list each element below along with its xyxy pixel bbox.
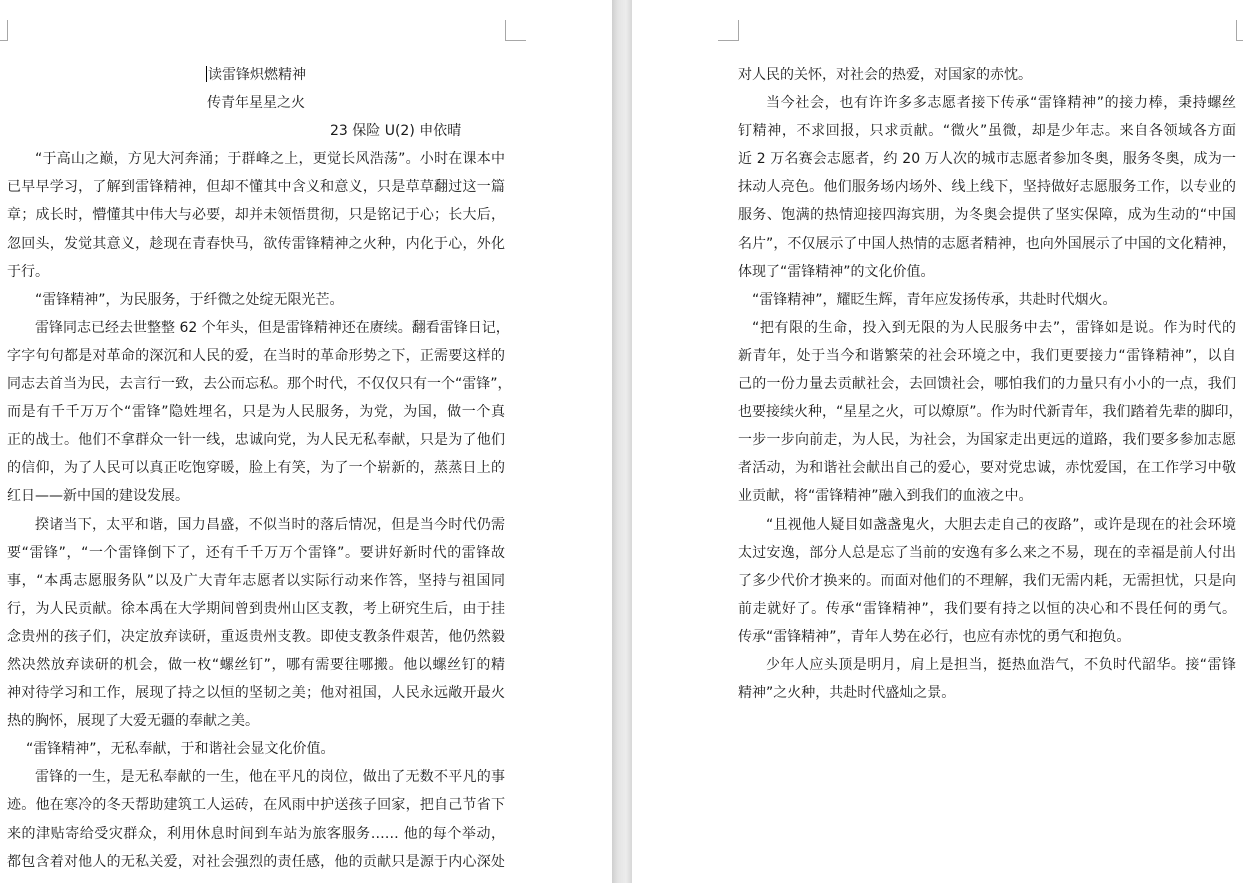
text-line: 章；成长时，懵懂其中伟大与必要，却并未领悟贯彻，只是铭记于心；长大后， <box>7 207 505 224</box>
document-author: 23 保险 U(2) 申依晴 <box>330 123 462 140</box>
text-line: 迹。他在寒冷的冬天帮助建筑工人运砖，在风雨中护送孩子回家，把自己节省下 <box>7 797 505 814</box>
text-line: 体现了“雷锋精神”的文化价值。 <box>738 263 935 280</box>
text-line: 热的胸怀，展现了大爱无疆的奉献之美。 <box>7 713 259 730</box>
margin-marker-top-left <box>718 20 739 41</box>
text-line: 一步一步向前走，为人民，为社会，为国家走出更远的道路，我们要多参加志愿 <box>738 432 1236 449</box>
text-line: 钉精神，不求回报，只求贡献。“微火”虽微，却是少年志。来自各领域各方面 <box>738 123 1236 140</box>
text-line: 字字句句都是对革命的深沉和人民的爱，在当时的革命形势之下，正需要这样的 <box>7 347 505 364</box>
text-line: 来的津贴寄给受灾群众，利用休息时间到车站为旅客服务…… 他的每个举动， <box>7 825 505 842</box>
text-line: 正的战士。他们不拿群众一针一线，忠诚向党，为人民无私奉献，只是为了他们 <box>7 432 505 449</box>
section-heading: “雷锋精神”，耀眨生辉，青年应发扬传承，共赴时代烟火。 <box>752 291 1117 308</box>
document-page-left[interactable] <box>0 0 612 883</box>
text-line: 抹动人亮色。他们服务场内场外、线上线下，坚持做好志愿服务工作，以专业的 <box>738 179 1236 196</box>
text-line: “把有限的生命，投入到无限的为人民服务中去”，雷锋如是说。作为时代的 <box>752 319 1236 336</box>
text-line: 新青年，处于当今和谐繁荣的社会环境之中，我们更要接力“雷锋精神”，以自 <box>738 347 1236 364</box>
text-line: 揆诸当下，太平和谐，国力昌盛，不似当时的落后情况，但是当今时代仍需 <box>35 516 505 533</box>
text-line: 于行。 <box>7 263 49 280</box>
text-line: 已早早学习，了解到雷锋精神，但却不懂其中含义和意义，只是草草翻过这一篇 <box>7 179 505 196</box>
text-line: 而是有千千万万个“雷锋”隐姓埋名，只是为人民服务，为党，为国，做一个真 <box>7 404 505 421</box>
text-line: 服务、饱满的热情迎接四海宾朋，为冬奥会提供了坚实保障，成为生动的“中国 <box>738 207 1236 224</box>
document-page-right[interactable] <box>632 0 1243 883</box>
text-line: 前走就好了。传承“雷锋精神”，我们要有持之以恒的决心和不畏任何的勇气。 <box>738 600 1236 617</box>
text-line: 念贵州的孩子们，决定放弃读研，重返贵州支教。即使支教条件艰苦，他仍然毅 <box>7 628 505 645</box>
section-heading: “雷锋精神”，无私奉献，于和谐社会显文化价值。 <box>26 741 335 758</box>
text-line: 业贡献，将“雷锋精神”融入到我们的血液之中。 <box>738 488 1033 505</box>
margin-marker-top-left <box>0 20 8 41</box>
text-line: 太过安逸，部分人总是忘了当前的安逸有多么来之不易，现在的幸福是前人付出 <box>738 544 1236 561</box>
text-cursor <box>206 66 207 82</box>
page-gutter <box>612 0 632 883</box>
text-line: 对人民的关怀，对社会的热爱，对国家的赤忱。 <box>738 67 1032 83</box>
text-line: 精神”之火种，共赴时代盛灿之景。 <box>738 685 956 702</box>
text-line: 同志去首当为民，去言行一致，去公而忘私。那个时代，不仅仅只有一个“雷锋”， <box>7 376 512 393</box>
margin-marker-top-right <box>1236 20 1243 41</box>
text-line: 忽回头，发觉其意义，趁现在青春快马，欲传雷锋精神之火种，内化于心，外化 <box>7 235 505 252</box>
text-line: 当今社会，也有许许多多志愿者接下传承“雷锋精神”的接力棒，秉持螺丝 <box>766 95 1236 112</box>
text-line: 雷锋的一生，是无私奉献的一生，他在平凡的岗位，做出了无数不平凡的事 <box>35 769 505 786</box>
text-line: 少年人应头顶是明月，肩上是担当，挺热血浩气，不负时代韶华。接“雷锋 <box>766 656 1236 673</box>
text-line: 行，为人民贡献。徐本禹在大学期间曾到贵州山区支教，考上研究生后，由于挂 <box>7 600 505 617</box>
page-left-text[interactable] <box>7 61 512 876</box>
text-line: 的信仰，为了人民可以真正吃饱穿暖，脸上有笑，为了一个崭新的，蒸蒸日上的 <box>7 460 505 477</box>
document-title: 读雷锋炽燃精神 <box>208 67 306 83</box>
text-line: 了多少代价才换来的。而面对他们的不理解，我们无需内耗，无需担忧，只是向 <box>738 572 1236 589</box>
document-subtitle: 传青年星星之火 <box>207 95 305 112</box>
document-title-line[interactable] <box>7 61 505 89</box>
text-line: 然决然放弃读研的机会，做一枚“螺丝钉”，哪有需要往哪搬。他以螺丝钉的精 <box>7 656 505 673</box>
margin-marker-top-right <box>505 20 526 41</box>
text-line: 己的一份力量去贡献社会，去回馈社会，哪怕我们的力量只有小小的一点，我们 <box>738 376 1236 393</box>
text-line: 红日——新中国的建设发展。 <box>7 488 189 505</box>
text-line: 要“雷锋”，“一个雷锋倒下了，还有千千万万个雷锋”。要讲好新时代的雷锋故 <box>7 544 505 561</box>
text-line: “且视他人疑目如盏盏鬼火，大胆去走自己的夜路”，或许是现在的社会环境 <box>766 516 1236 533</box>
page-right-text[interactable] <box>738 61 1243 707</box>
text-line: 者活动，为和谐社会献出自己的爱心，要对党忠诚，赤忱爱国，在工作学习中敬 <box>738 460 1236 477</box>
text-line: 也要接续火种，“星星之火，可以燎原”。作为时代新青年，我们踏着先辈的脚印， <box>738 404 1243 421</box>
text-line: 都包含着对他人的无私关爱，对社会强烈的责任感，他的贡献只是源于内心深处 <box>7 853 505 870</box>
text-line: 传承“雷锋精神”，青年人势在必行，也应有赤忱的勇气和抱负。 <box>738 628 1131 645</box>
text-line: “于高山之巅，方见大河奔涌；于群峰之上，更觉长风浩荡”。小时在课本中 <box>35 151 505 168</box>
text-line: 神对待学习和工作，展现了持之以恒的坚韧之美；他对祖国，人民永远敞开最火 <box>7 685 505 702</box>
text-line: 近 2 万名赛会志愿者，约 20 万人次的城市志愿者参加冬奥，服务冬奥，成为一 <box>738 151 1236 168</box>
section-heading: “雷锋精神”，为民服务，于纤微之处绽无限光芒。 <box>35 291 344 308</box>
text-line: 名片”，不仅展示了中国人热情的志愿者精神，也向外国展示了中国的文化精神， <box>738 235 1236 252</box>
text-line: 雷锋同志已经去世整整 62 个年头，但是雷锋精神还在赓续。翻看雷锋日记， <box>35 319 510 336</box>
text-line: 事，“本禹志愿服务队”以及广大青年志愿者以实际行动来作答，坚持与祖国同 <box>7 572 505 589</box>
